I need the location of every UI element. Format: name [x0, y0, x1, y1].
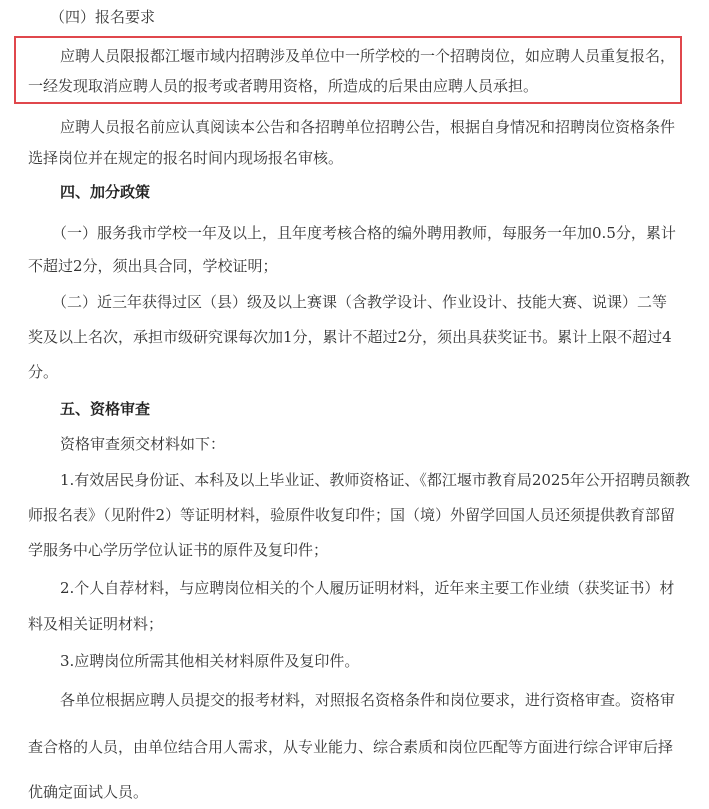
review-closing-line: 优确定面试人员。 [28, 783, 149, 801]
bonus-item-1-line: 不超过2分，须出具合同，学校证明； [28, 257, 278, 275]
review-item-2-line: 2.个人自荐材料，与应聘岗位相关的个人履历证明材料，近年来主要工作业绩（获奖证书）材 [60, 579, 675, 597]
review-intro: 资格审查须交材料如下： [60, 435, 226, 453]
review-item-1-line: 学服务中心学历学位认证书的原件及复印件； [28, 541, 329, 559]
review-item-1-line: 1.有效居民身份证、本科及以上毕业证、教师资格证、《都江堰市教育局2025年公开招聘员额教 [60, 471, 690, 489]
review-item-1-line: 师报名表》（见附件2）等证明材料，验原件收复印件；国（境）外留学回国人员还须提供教育部留 [28, 506, 676, 524]
bonus-item-1-line: （一）服务我市学校一年及以上，且年度考核合格的编外聘用教师，每服务一年加0.5分，累计 [52, 224, 676, 242]
highlight-line-1: 应聘人员限报都江堰市域内招聘涉及单位中一所学校的一个招聘岗位，如应聘人员重复报名， [60, 47, 676, 65]
bonus-item-2-line: 奖及以上名次，承担市级研究课每次加1分，累计不超过2分，须出具获奖证书。累计上限不超过4 [28, 328, 672, 346]
paragraph-line: 选择岗位并在规定的报名时间内现场报名审核。 [28, 149, 344, 167]
highlight-line-2: 一经发现取消应聘人员的报考或者聘用资格，所造成的后果由应聘人员承担。 [28, 77, 539, 95]
review-item-2-line: 料及相关证明材料； [28, 615, 164, 633]
subsection-heading-registration-requirements: （四）报名要求 [50, 8, 156, 26]
review-closing-line: 各单位根据应聘人员提交的报考材料，对照报名资格条件和岗位要求，进行资格审查。资格审 [60, 691, 676, 709]
bonus-item-2-line: （二）近三年获得过区（县）级及以上赛课（含教学设计、作业设计、技能大赛、说课）二等 [52, 293, 668, 311]
paragraph-line: 应聘人员报名前应认真阅读本公告和各招聘单位招聘公告，根据自身情况和招聘岗位资格条件 [60, 118, 676, 136]
review-closing-line: 查合格的人员，由单位结合用人需求，从专业能力、综合素质和岗位匹配等方面进行综合评审后择 [28, 738, 674, 756]
section-heading-bonus-policy: 四、加分政策 [60, 183, 151, 201]
section-heading-qualification-review: 五、资格审查 [60, 400, 151, 418]
review-item-3: 3.应聘岗位所需其他相关材料原件及复印件。 [60, 652, 360, 670]
bonus-item-2-line: 分。 [28, 363, 59, 381]
